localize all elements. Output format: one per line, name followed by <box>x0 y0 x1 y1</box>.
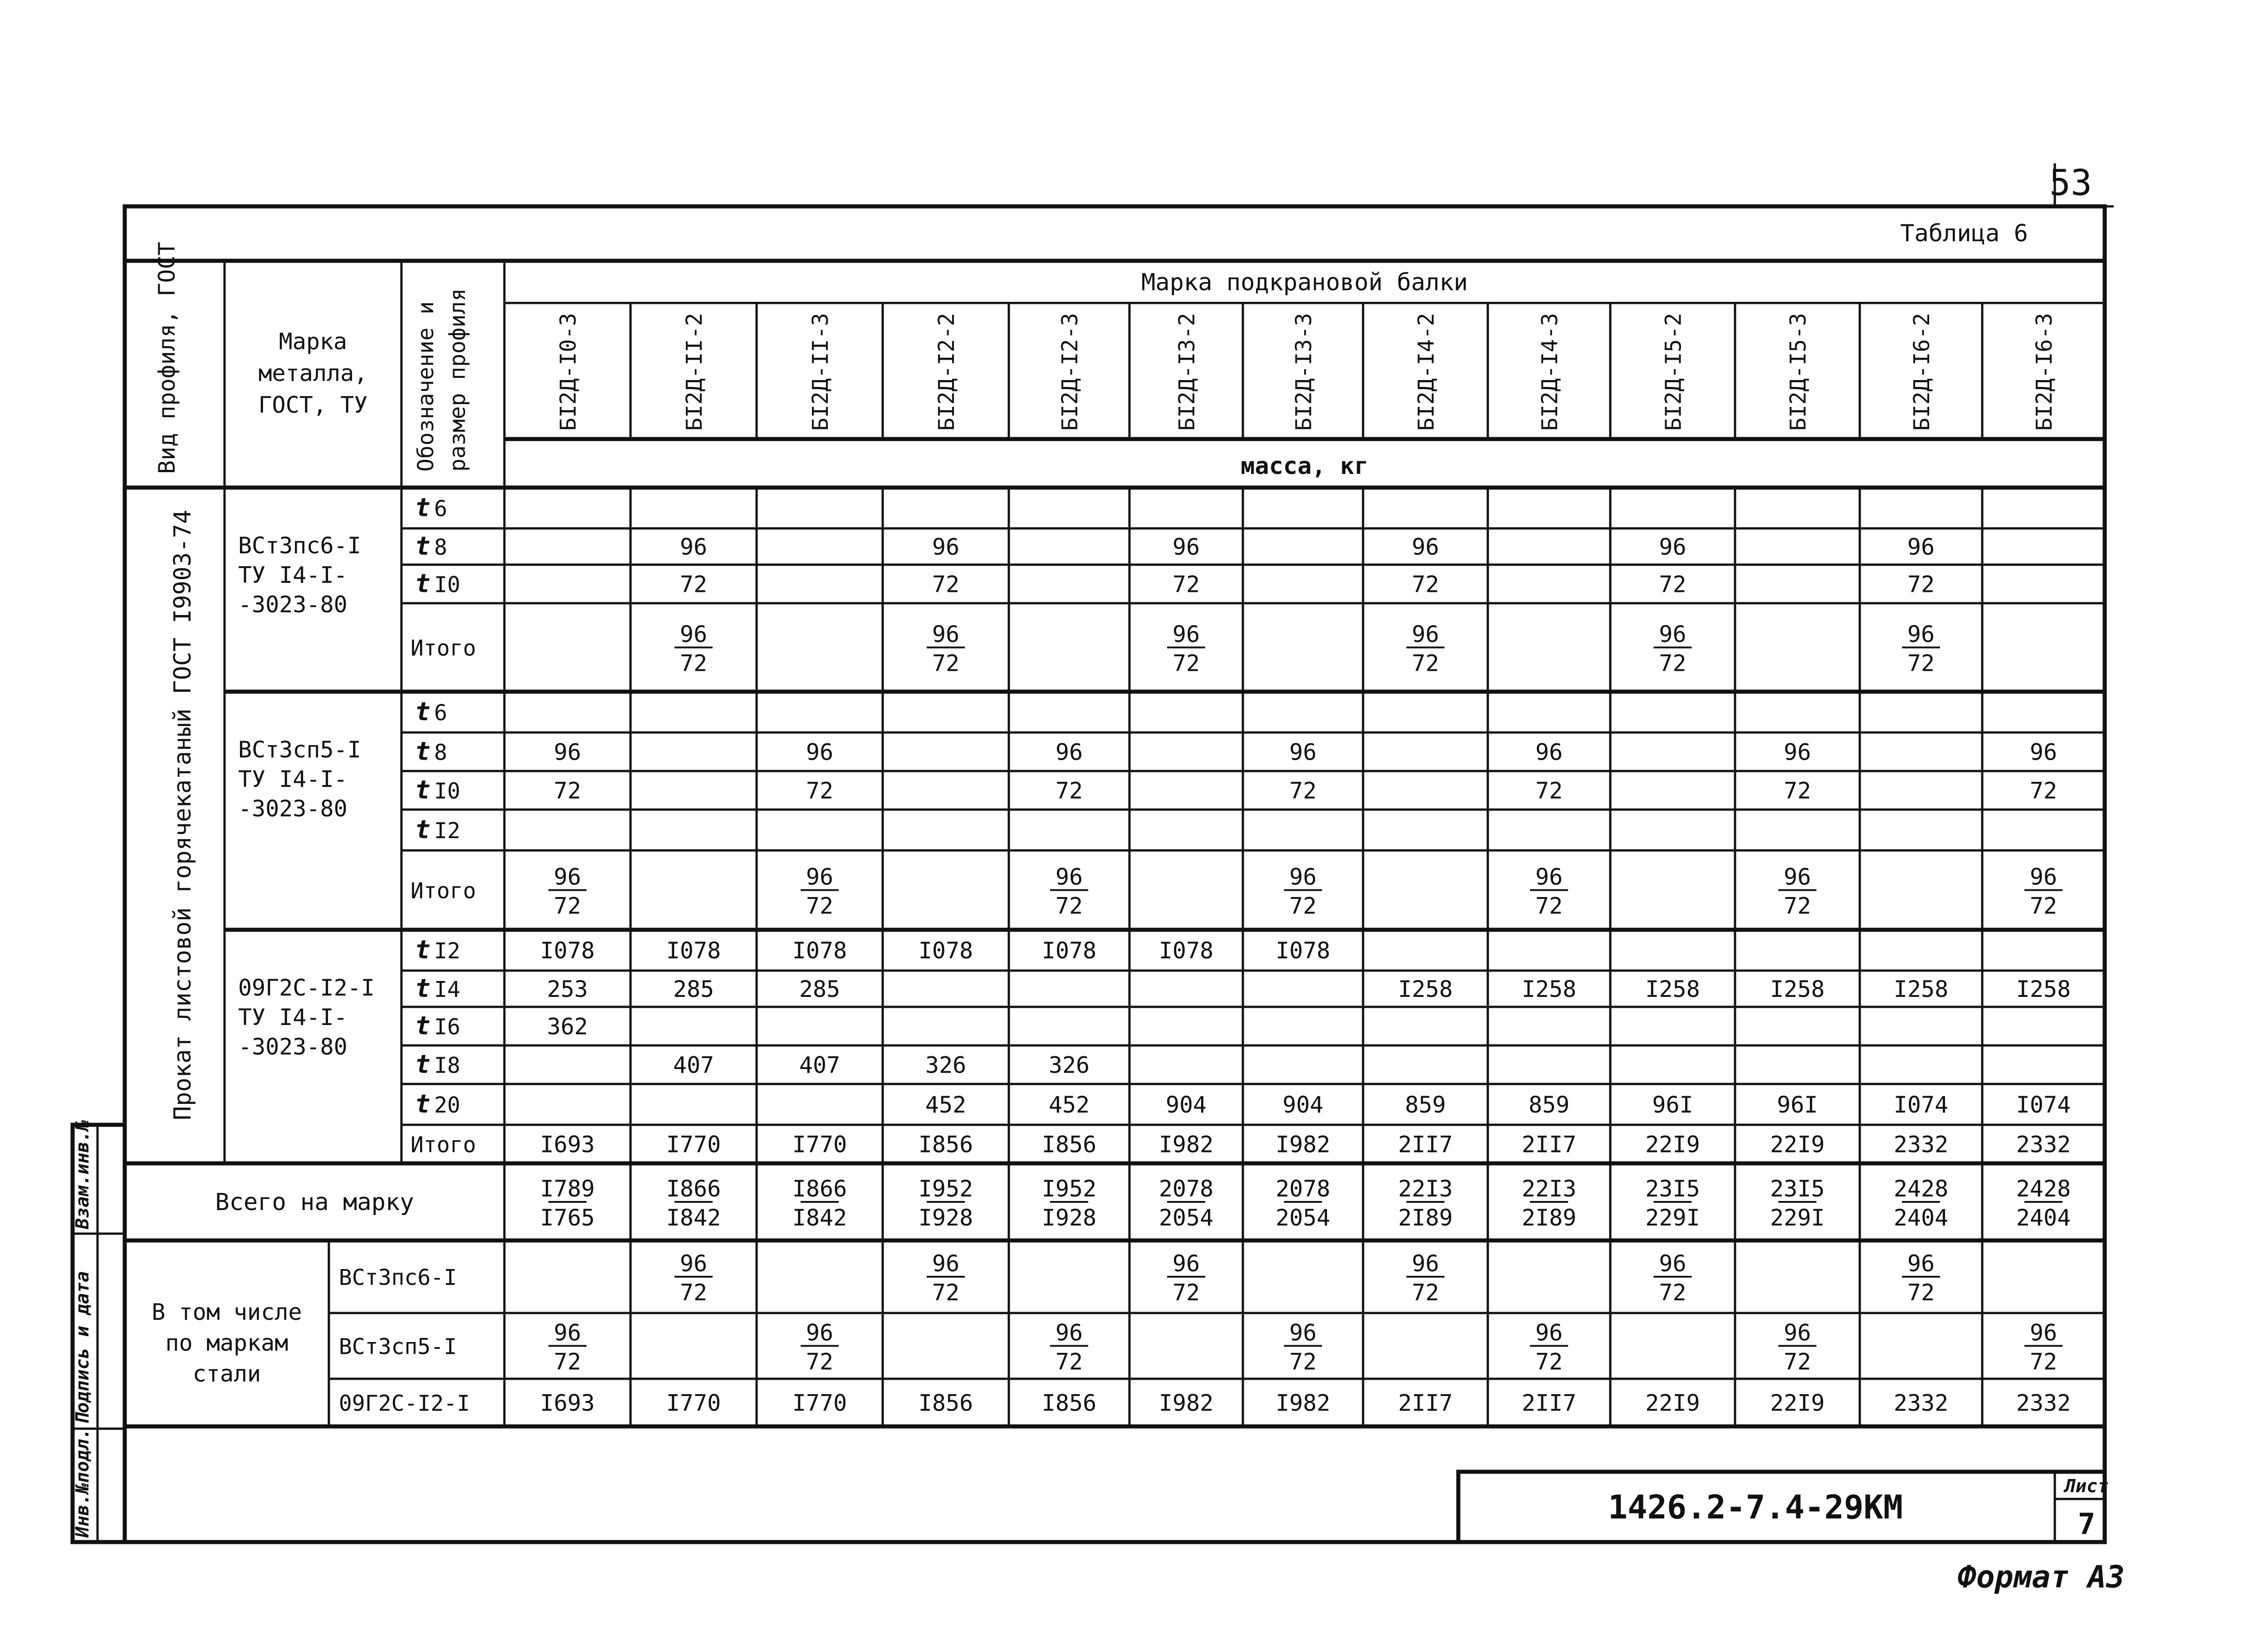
group-2-row-3-cell-4: 326 <box>1048 1052 1090 1079</box>
page-number: 53 <box>2049 163 2092 204</box>
by-grade-row-0-cell-3-numerator: 96 <box>932 1250 960 1277</box>
by-grade-row-1-cell-2-denominator: 72 <box>806 1348 834 1375</box>
group-2-row-5-cell-11: 2332 <box>1893 1131 1949 1158</box>
by-grade-row-0-cell-11-denominator: 72 <box>1907 1279 1935 1306</box>
by-grade-row-0-grade: ВСт3пс6-I <box>339 1265 457 1290</box>
group-1-row-4-cell-2-numerator: 96 <box>806 864 834 890</box>
by-grade-row-0-cell-3-denominator: 72 <box>932 1279 960 1306</box>
group-2-row-1-cell-12: I258 <box>2016 976 2071 1002</box>
beam-label-6: БI2Д-I3-3 <box>1291 312 1317 431</box>
group-0-row-3-cell-3-numerator: 96 <box>932 621 960 648</box>
total-cell-2-denominator: I842 <box>792 1205 847 1231</box>
by-grade-label-0: В том числе <box>152 1299 302 1325</box>
group-2-row-0-cell-3: I078 <box>918 937 973 964</box>
group-1-row-1-cell-8: 96 <box>1535 739 1563 766</box>
group-0-row-3-label: Итого <box>411 635 476 661</box>
group-2-row-4-label: 20 <box>434 1093 460 1118</box>
group-0-row-1-cell-7: 96 <box>1412 534 1439 560</box>
group-0-row-2-cell-9: 72 <box>1659 571 1686 598</box>
total-cell-5-denominator: 2054 <box>1158 1205 1214 1231</box>
header-designation-1: размер профиля <box>445 288 470 472</box>
group-0-row-1-cell-9: 96 <box>1659 534 1686 560</box>
group-2-row-3-cell-2: 407 <box>799 1052 841 1079</box>
group-0-row-1-cell-3: 96 <box>932 534 960 560</box>
group-0-row-2-label: I0 <box>434 572 460 598</box>
by-grade-row-0-cell-5-numerator: 96 <box>1172 1250 1200 1277</box>
group-2-grade-1: ТУ I4-I- <box>238 1004 347 1030</box>
group-1-row-4-cell-10-denominator: 72 <box>1784 893 1811 919</box>
table-label: Таблица 6 <box>1900 220 2028 247</box>
beam-label-10: БI2Д-I5-3 <box>1785 312 1811 431</box>
group-0-row-0-label: 6 <box>434 496 447 522</box>
beam-label-5: БI2Д-I3-2 <box>1174 312 1200 431</box>
by-grade-row-1-cell-12-numerator: 96 <box>2029 1319 2058 1346</box>
group-1-row-1-cell-4: 96 <box>1055 739 1083 766</box>
group-2-row-5-cell-4: I856 <box>1041 1131 1097 1158</box>
group-2-row-5-cell-2: I770 <box>792 1131 847 1158</box>
group-1-row-4-label: Итого <box>411 878 476 904</box>
header-grade-0: Марка <box>279 328 347 355</box>
group-2-row-5-cell-0: I693 <box>540 1131 595 1158</box>
by-grade-row-2-cell-10: 22I9 <box>1770 1390 1825 1416</box>
header-grade-1: металла, <box>258 360 368 386</box>
group-0-row-3-cell-5-denominator: 72 <box>1172 650 1200 677</box>
total-cell-5-numerator: 2078 <box>1158 1176 1214 1202</box>
group-2-row-1-cell-8: I258 <box>1521 976 1577 1002</box>
group-1-row-4-cell-2-denominator: 72 <box>806 893 834 919</box>
by-grade-label-1: по маркам <box>165 1330 288 1356</box>
group-2-row-2-t: t <box>415 1011 430 1041</box>
header-grade-2: ГОСТ, ТУ <box>258 392 368 418</box>
total-cell-4-denominator: I928 <box>1041 1205 1097 1231</box>
header-designation-0: Обозначение и <box>413 301 439 472</box>
by-grade-row-1-cell-10-denominator: 72 <box>1784 1348 1811 1375</box>
beam-label-1: БI2Д-II-2 <box>682 312 707 431</box>
group-2-row-4-t: t <box>415 1089 430 1119</box>
group-2-row-4-cell-11: I074 <box>1893 1092 1949 1118</box>
group-2-row-4-cell-9: 96I <box>1652 1092 1693 1118</box>
total-cell-11-numerator: 2428 <box>1893 1176 1949 1202</box>
group-2-row-3-t: t <box>415 1050 430 1079</box>
group-0-grade-0: ВСт3пс6-I <box>238 532 361 559</box>
beam-label-7: БI2Д-I4-2 <box>1413 312 1439 431</box>
group-1-row-1-cell-12: 96 <box>2029 739 2058 766</box>
group-2-row-0-cell-5: I078 <box>1158 937 1214 964</box>
by-grade-row-0-cell-11-numerator: 96 <box>1907 1250 1935 1277</box>
total-cell-8-numerator: 22I3 <box>1521 1176 1577 1202</box>
group-1-row-1-cell-0: 96 <box>553 739 582 766</box>
total-cell-6-numerator: 2078 <box>1276 1176 1330 1202</box>
group-1-row-4-cell-6-denominator: 72 <box>1289 893 1317 919</box>
by-grade-row-0-cell-5-denominator: 72 <box>1172 1279 1200 1306</box>
group-2-row-3-label: I8 <box>434 1053 460 1079</box>
group-1-row-1-t: t <box>415 737 430 766</box>
group-2-row-4-cell-3: 452 <box>925 1092 967 1118</box>
group-2-row-4-cell-8: 859 <box>1528 1092 1570 1118</box>
beam-label-11: БI2Д-I6-2 <box>1909 312 1935 431</box>
group-1-row-1-cell-2: 96 <box>806 739 834 766</box>
group-0-row-1-cell-1: 96 <box>679 534 708 560</box>
group-2-row-5-cell-5: I982 <box>1158 1131 1214 1158</box>
group-1-row-3-label: I2 <box>434 818 460 844</box>
group-1-row-2-t: t <box>415 775 430 805</box>
by-grade-row-1-grade: ВСт3сп5-I <box>339 1334 457 1360</box>
group-0-row-1-cell-11: 96 <box>1907 534 1935 560</box>
total-cell-7-denominator: 2I89 <box>1398 1205 1453 1231</box>
by-grade-label-2: стали <box>192 1361 261 1387</box>
total-cell-2-numerator: I866 <box>792 1176 847 1202</box>
by-grade-row-0-cell-9-numerator: 96 <box>1659 1250 1686 1277</box>
group-1-row-4-cell-4-numerator: 96 <box>1055 864 1083 890</box>
group-0-row-3-cell-11-numerator: 96 <box>1907 621 1935 648</box>
by-grade-row-1-cell-0-denominator: 72 <box>553 1348 582 1375</box>
group-2-row-2-label: I6 <box>434 1014 460 1040</box>
group-2-row-5-cell-6: I982 <box>1276 1131 1330 1158</box>
by-grade-row-2-cell-12: 2332 <box>2016 1390 2071 1416</box>
total-cell-10-numerator: 23I5 <box>1770 1176 1825 1202</box>
header-beam-brand: Марка подкрановой балки <box>1141 269 1468 296</box>
group-0-row-1-cell-5: 96 <box>1172 534 1200 560</box>
group-1-row-1-label: 8 <box>434 740 447 766</box>
by-grade-row-0-cell-1-numerator: 96 <box>679 1250 708 1277</box>
group-1-grade-1: ТУ I4-I- <box>238 766 347 792</box>
group-2-row-1-cell-11: I258 <box>1893 976 1949 1002</box>
group-0-row-3-cell-3-denominator: 72 <box>932 650 960 677</box>
group-0-row-1-label: 8 <box>434 535 447 560</box>
group-1-row-4-cell-6-numerator: 96 <box>1289 864 1317 890</box>
group-0-row-2-t: t <box>415 569 430 599</box>
side-stamp-replace: Взам.инв.№ <box>72 1120 93 1229</box>
group-0-row-3-cell-1-denominator: 72 <box>679 650 708 677</box>
beam-label-2: БI2Д-II-3 <box>808 312 833 431</box>
by-grade-row-1-cell-2-numerator: 96 <box>806 1319 834 1346</box>
group-2-row-5-cell-9: 22I9 <box>1645 1131 1700 1158</box>
group-1-row-4-cell-10-numerator: 96 <box>1784 864 1811 890</box>
group-0-row-2-cell-11: 72 <box>1907 571 1935 598</box>
by-grade-row-2-cell-6: I982 <box>1276 1390 1330 1416</box>
by-grade-row-1-cell-12-denominator: 72 <box>2029 1348 2058 1375</box>
side-stamp-inv: Инв.№подл. <box>72 1428 93 1538</box>
total-cell-11-denominator: 2404 <box>1893 1205 1949 1231</box>
header-mass-unit: масса, кг <box>1241 453 1369 480</box>
by-grade-row-1-cell-8-numerator: 96 <box>1535 1319 1563 1346</box>
group-2-row-5-cell-8: 2II7 <box>1521 1131 1577 1158</box>
side-stamp-signature: Подпись и дата <box>72 1271 93 1424</box>
group-1-row-2-cell-10: 72 <box>1784 777 1811 804</box>
group-0-row-3-cell-1-numerator: 96 <box>679 621 708 648</box>
beam-label-8: БI2Д-I4-3 <box>1537 312 1563 431</box>
by-grade-row-2-grade: 09Г2С-I2-I <box>339 1391 470 1416</box>
group-2-row-0-cell-6: I078 <box>1276 937 1330 964</box>
group-1-row-2-cell-6: 72 <box>1289 777 1317 804</box>
group-2-row-4-cell-5: 904 <box>1165 1092 1207 1118</box>
by-grade-row-0-cell-9-denominator: 72 <box>1659 1279 1686 1306</box>
group-1-row-4-cell-4-denominator: 72 <box>1055 893 1083 919</box>
group-2-row-0-t: t <box>415 935 430 965</box>
group-1-row-4-cell-12-denominator: 72 <box>2029 893 2058 919</box>
total-cell-3-denominator: I928 <box>918 1205 973 1231</box>
by-grade-row-1-cell-4-numerator: 96 <box>1055 1319 1083 1346</box>
group-1-row-4-cell-0-denominator: 72 <box>553 893 582 919</box>
group-2-row-5-cell-3: I856 <box>918 1131 973 1158</box>
group-0-row-3-cell-9-numerator: 96 <box>1659 621 1686 648</box>
total-cell-8-denominator: 2I89 <box>1521 1205 1577 1231</box>
total-cell-0-denominator: I765 <box>540 1205 595 1231</box>
header-profile: Вид профиля, ГОСТ <box>154 242 180 474</box>
group-1-row-2-label: I0 <box>434 778 460 804</box>
by-grade-row-2-cell-4: I856 <box>1041 1390 1097 1416</box>
group-2-row-1-cell-10: I258 <box>1770 976 1825 1002</box>
group-1-row-4-cell-8-numerator: 96 <box>1535 864 1563 890</box>
group-1-row-4-cell-8-denominator: 72 <box>1535 893 1563 919</box>
total-cell-12-numerator: 2428 <box>2016 1176 2071 1202</box>
format-label: Формат А3 <box>1957 1559 2125 1595</box>
group-2-row-5-cell-10: 22I9 <box>1770 1131 1825 1158</box>
total-cell-7-numerator: 22I3 <box>1398 1176 1453 1202</box>
group-0-grade-2: -3023-80 <box>238 591 347 618</box>
group-2-row-0-label: I2 <box>434 938 460 964</box>
by-grade-row-2-cell-2: I770 <box>792 1390 847 1416</box>
group-1-row-2-cell-2: 72 <box>806 777 834 804</box>
group-2-row-0-cell-2: I078 <box>792 937 847 964</box>
beam-label-0: БI2Д-I0-3 <box>556 312 581 431</box>
profile-group: Прокат листовой горячекатаный ГОСТ I9903-74 <box>169 509 196 1120</box>
group-1-row-0-t: t <box>415 697 430 727</box>
group-1-row-2-cell-0: 72 <box>553 777 582 804</box>
total-cell-1-denominator: I842 <box>666 1205 721 1231</box>
side-stamp <box>72 1120 93 1538</box>
group-1-row-2-cell-8: 72 <box>1535 777 1563 804</box>
group-2-row-4-cell-10: 96I <box>1777 1092 1818 1118</box>
total-cell-6-denominator: 2054 <box>1276 1205 1330 1231</box>
total-cell-4-numerator: I952 <box>1041 1176 1097 1202</box>
by-grade-row-2-cell-9: 22I9 <box>1645 1390 1700 1416</box>
beam-label-4: БI2Д-I2-3 <box>1057 312 1083 431</box>
group-0-grade-1: ТУ I4-I- <box>238 562 347 588</box>
group-1-row-0-label: 6 <box>434 700 447 726</box>
by-grade-row-2-cell-3: I856 <box>918 1390 973 1416</box>
group-2-grade-2: -3023-80 <box>238 1034 347 1060</box>
by-grade-row-2-cell-11: 2332 <box>1893 1390 1949 1416</box>
total-row-label: Всего на марку <box>215 1189 414 1216</box>
by-grade-row-0-cell-7-numerator: 96 <box>1412 1250 1439 1277</box>
group-2-row-1-cell-2: 285 <box>799 976 841 1002</box>
group-2-row-1-cell-1: 285 <box>673 976 714 1002</box>
sheet-number: 7 <box>2077 1508 2096 1541</box>
group-2-row-4-cell-7: 859 <box>1405 1092 1446 1118</box>
by-grade-row-2-cell-1: I770 <box>666 1390 721 1416</box>
group-1-row-4-cell-12-numerator: 96 <box>2029 864 2058 890</box>
by-grade-row-0-cell-1-denominator: 72 <box>679 1279 708 1306</box>
group-2-row-1-cell-0: 253 <box>547 976 588 1002</box>
group-1-grade-0: ВСт3сп5-I <box>238 737 361 763</box>
by-grade-row-1-cell-6-numerator: 96 <box>1289 1319 1317 1346</box>
group-0-row-2-cell-1: 72 <box>679 571 708 598</box>
group-0-row-3-cell-11-denominator: 72 <box>1907 650 1935 677</box>
group-2-row-5-cell-7: 2II7 <box>1398 1131 1453 1158</box>
beam-label-12: БI2Д-I6-3 <box>2032 312 2057 431</box>
by-grade-row-1-cell-10-numerator: 96 <box>1784 1319 1811 1346</box>
group-0-row-3-cell-7-numerator: 96 <box>1412 621 1439 648</box>
group-2-row-1-cell-7: I258 <box>1398 976 1453 1002</box>
by-grade-row-1-cell-8-denominator: 72 <box>1535 1348 1563 1375</box>
group-0-row-0-t: t <box>415 493 430 522</box>
by-grade-row-2-cell-8: 2II7 <box>1521 1390 1577 1416</box>
group-2-row-4-cell-4: 452 <box>1048 1092 1090 1118</box>
by-grade-row-2-cell-0: I693 <box>540 1390 595 1416</box>
beam-label-9: БI2Д-I5-2 <box>1661 312 1686 431</box>
group-1-grade-2: -3023-80 <box>238 796 347 822</box>
by-grade-row-0-cell-7-denominator: 72 <box>1412 1279 1439 1306</box>
by-grade-row-1-cell-6-denominator: 72 <box>1289 1348 1317 1375</box>
group-2-row-1-cell-9: I258 <box>1645 976 1700 1002</box>
by-grade-row-2-cell-5: I982 <box>1158 1390 1214 1416</box>
total-cell-9-numerator: 23I5 <box>1645 1176 1700 1202</box>
group-2-row-3-cell-3: 326 <box>925 1052 967 1079</box>
group-2-row-5-label: Итого <box>411 1132 476 1158</box>
group-2-row-4-cell-12: I074 <box>2016 1092 2071 1118</box>
group-2-row-0-cell-0: I078 <box>540 937 595 964</box>
group-1-row-4-cell-0-numerator: 96 <box>553 864 582 890</box>
group-2-row-3-cell-1: 407 <box>673 1052 714 1079</box>
group-1-row-2-cell-12: 72 <box>2029 777 2058 804</box>
total-cell-10-denominator: 229I <box>1770 1205 1825 1231</box>
group-1-row-1-cell-10: 96 <box>1784 739 1811 766</box>
group-1-row-2-cell-4: 72 <box>1055 777 1083 804</box>
group-2-row-4-cell-6: 904 <box>1282 1092 1324 1118</box>
beam-label-3: БI2Д-I2-2 <box>934 312 959 431</box>
by-grade-row-1-cell-0-numerator: 96 <box>553 1319 582 1346</box>
group-0-row-1-t: t <box>415 532 430 561</box>
group-2-row-0-cell-4: I078 <box>1041 937 1097 964</box>
group-0-row-2-cell-3: 72 <box>932 571 960 598</box>
by-grade-row-1-cell-4-denominator: 72 <box>1055 1348 1083 1375</box>
total-cell-9-denominator: 229I <box>1645 1205 1700 1231</box>
total-cell-12-denominator: 2404 <box>2016 1205 2071 1231</box>
group-0-row-3-cell-9-denominator: 72 <box>1659 650 1686 677</box>
group-1-row-3-t: t <box>415 815 430 845</box>
total-cell-3-numerator: I952 <box>918 1176 973 1202</box>
group-2-row-2-cell-0: 362 <box>547 1013 588 1040</box>
title-block-code: 1426.2-7.4-29КМ <box>1608 1488 1903 1526</box>
group-2-row-1-t: t <box>415 974 430 1003</box>
group-1-row-1-cell-6: 96 <box>1289 739 1317 766</box>
total-cell-1-numerator: I866 <box>666 1176 721 1202</box>
sheet-label: Лист <box>2064 1476 2109 1497</box>
group-0-row-3-cell-7-denominator: 72 <box>1412 650 1439 677</box>
by-grade-row-2-cell-7: 2II7 <box>1398 1390 1453 1416</box>
group-2-row-5-cell-12: 2332 <box>2016 1131 2071 1158</box>
group-0-row-2-cell-7: 72 <box>1412 571 1439 598</box>
group-2-grade-0: 09Г2С-I2-I <box>238 975 375 1001</box>
group-2-row-1-label: I4 <box>434 977 460 1002</box>
total-cell-0-numerator: I789 <box>540 1176 595 1202</box>
group-2-row-5-cell-1: I770 <box>666 1131 721 1158</box>
group-0-row-3-cell-5-numerator: 96 <box>1172 621 1200 648</box>
group-0-row-2-cell-5: 72 <box>1172 571 1200 598</box>
group-2-row-0-cell-1: I078 <box>666 937 721 964</box>
